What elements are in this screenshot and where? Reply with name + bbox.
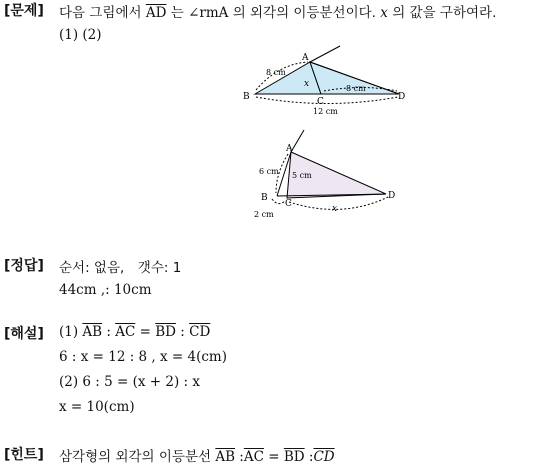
fig2-label-x: x: [332, 204, 338, 214]
solution-line-4: x = 10(cm): [59, 399, 135, 415]
fig2-extension-line: [291, 130, 304, 152]
hint-seg-ac: $\overline{AC}$: [243, 449, 264, 465]
fig2-label-b: B: [261, 193, 268, 203]
answer-meta: 순서: 없음, 갯수: 1: [59, 260, 182, 276]
fig2-label-c: C: [285, 199, 292, 209]
problem-tag: [문제]: [4, 3, 44, 19]
fig2-label-a: A: [286, 144, 293, 154]
solution-seg-bd: $\overline{BD}$: [155, 324, 176, 340]
variable-x: x: [380, 5, 388, 21]
solution-line-2: 6 : x = 12 : 8 , x = 4(cm): [59, 349, 227, 365]
answer-value: 44cm ,: 10cm: [59, 282, 152, 298]
fig1-label-c: C: [317, 97, 324, 107]
problem-text-c: 의 외각의 이등분선이다.: [232, 5, 376, 21]
solution-line-3: (2) 6 : 5 = (x + 2) : x: [59, 374, 200, 390]
hint-tag: [힌트]: [4, 447, 44, 463]
fig1-brace-bd: [256, 97, 398, 104]
segment-ad: $\overline{AD}$: [145, 5, 167, 21]
fig1-label-a: A: [302, 53, 309, 63]
fig1-label-b: B: [243, 92, 250, 102]
problem-statement: [59, 1, 496, 21]
problem-text-a: 다음 그림에서: [59, 5, 142, 21]
answer-tag: [정답]: [4, 258, 44, 274]
hint-seg-bd: $\overline{BD}$: [283, 449, 305, 465]
problem-text-b: 는: [170, 5, 184, 21]
fig1-label-bd: 12 cm: [313, 107, 338, 116]
fig2-label-d: D: [388, 191, 396, 201]
hint-seg-cd: $\overline{CD}$: [313, 449, 335, 465]
fig1-label-d: D: [398, 92, 406, 102]
solution-seg-ab: $\overline{AB}$: [82, 324, 103, 340]
solution-tag: [해설]: [4, 326, 44, 342]
figure-1: [240, 44, 410, 118]
solution-seg-ac: $\overline{AC}$: [115, 324, 136, 340]
fig2-label-ab: 6 cm: [259, 167, 279, 176]
fig1-triangle-abc: [255, 62, 321, 94]
problem-parts: (1) (2): [59, 27, 102, 43]
fig2-brace-cd: [289, 197, 388, 209]
solution-part-1-label: (1): [59, 324, 79, 340]
fig1-label-x: x: [304, 79, 310, 89]
solution-line-1: (1) $\overline{AB}$ : $\overline{AC} = \overline{BD}$ : $\overline{CD}$: [59, 324, 211, 340]
fig2-brace-bc: [272, 199, 285, 204]
solution-seg-cd: $\overline{CD}$: [189, 324, 211, 340]
angle-expression: ∠rmA: [188, 5, 229, 21]
figure-2: [252, 127, 404, 221]
fig1-extension-line: [310, 46, 340, 62]
problem-text-d: 의 값을 구하여라.: [392, 5, 497, 21]
fig1-label-ab: 8 cm: [266, 68, 286, 77]
fig1-label-cd: 8 cm: [346, 84, 366, 93]
hint-line: 삼각형의 외각의 이등분선 $\overline{AB}$ $:\overline{AC} = \overline{BD}$ $:\overline{CD}$: [59, 449, 335, 465]
fig2-label-bc: 2 cm: [254, 210, 274, 219]
hint-seg-ab: $\overline{AB}$: [215, 449, 236, 465]
fig2-label-ac: 5 cm: [292, 171, 312, 180]
hint-text: 삼각형의 외각의 이등분선: [59, 449, 212, 465]
